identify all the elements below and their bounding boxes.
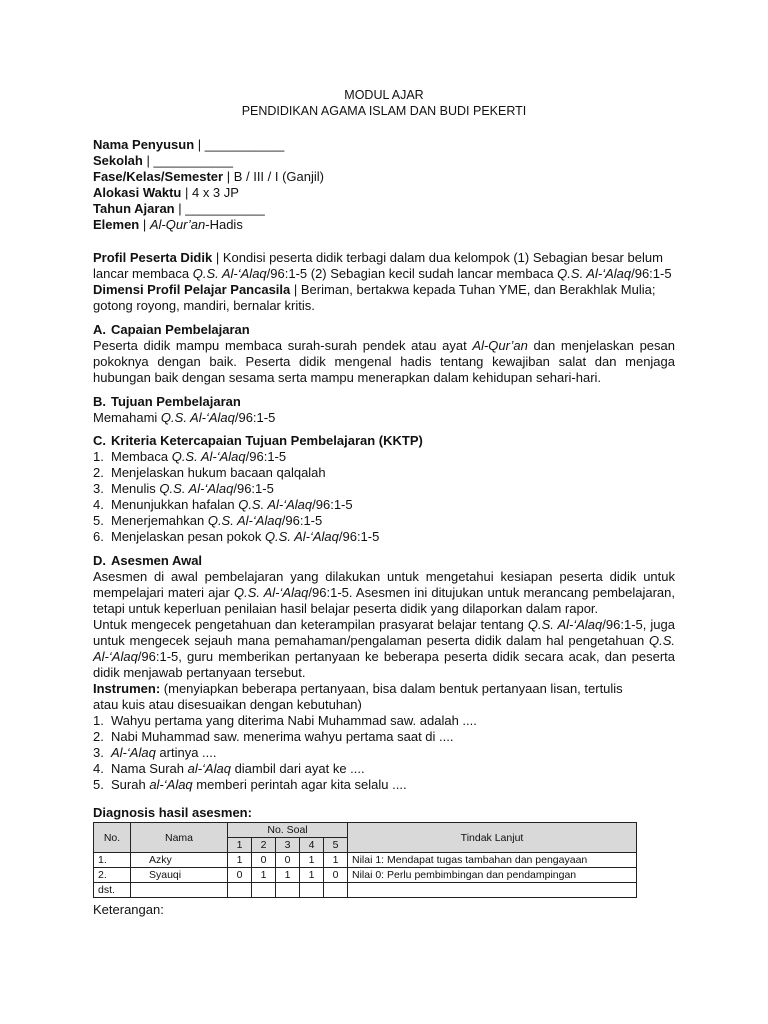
- cell-no: 1.: [94, 853, 131, 868]
- cell-score: [276, 883, 300, 898]
- col-tindak-header: Tindak Lanjut: [348, 823, 637, 853]
- cell-score: 0: [324, 868, 348, 883]
- item-text: Menunjukkan hafalan: [111, 497, 239, 512]
- dimensi-label: Dimensi Profil Pelajar Pancasila: [93, 282, 291, 297]
- document-title: MODUL AJAR: [344, 88, 424, 102]
- cell-score: 1: [252, 868, 276, 883]
- section-d-text: /96:1-5, guru memberikan pertanyaan ke beberapa peserta didik secara acak, dan peserta: [137, 649, 675, 664]
- section-title: Capaian Pembelajaran: [111, 322, 250, 337]
- identity-label: Nama Penyusun: [93, 137, 195, 152]
- cell-nama: [131, 883, 228, 898]
- ayat-ref: /96:1-5: [233, 481, 274, 496]
- ayat-ref: /96:1-5: [308, 585, 349, 600]
- section-d-text: mempelajari materi ajar: [93, 585, 234, 600]
- section-d-p2-line-3: [93, 649, 675, 665]
- section-title: Tujuan Pembelajaran: [111, 394, 241, 409]
- section-c-heading: [93, 433, 423, 449]
- profil-text: (2) Sebagian kecil sudah lancar membaca: [307, 266, 558, 281]
- section-d-p2-line-2: [93, 633, 675, 649]
- ayat-ref: /96:1-5: [338, 529, 380, 544]
- qs-ref: Q.S. Al-‘Alaq: [171, 449, 246, 464]
- section-title: Kriteria Ketercapaian Tujuan Pembelajaran (KKTP): [111, 433, 423, 448]
- cell-no: dst.: [94, 883, 131, 898]
- qs-ref: Q.S. Al-‘Alaq: [207, 513, 282, 528]
- section-letter: D.: [93, 553, 106, 568]
- question-item: [93, 745, 217, 761]
- identity-alokasi-waktu: [93, 185, 239, 201]
- table-header-row: [94, 823, 637, 838]
- soal-number: 1: [228, 838, 252, 853]
- identity-value: | B / III / I (Ganjil): [223, 169, 324, 184]
- item-number: 2.: [93, 729, 104, 744]
- ayat-ref: /96:1-5: [281, 513, 323, 528]
- item-number: 4.: [93, 761, 104, 776]
- qs-ref: Q.S. Al-‘Alaq: [557, 266, 632, 281]
- identity-label: Alokasi Waktu: [93, 185, 182, 200]
- section-d-p1-line-2: [93, 585, 675, 601]
- cell-score: 1: [276, 868, 300, 883]
- question-text: artinya ....: [155, 745, 217, 760]
- section-d-p2-line-4: didik menjawab pertanyaan tersebut.: [93, 665, 306, 680]
- item-number: 3.: [93, 745, 104, 760]
- question-text: Surah: [111, 777, 150, 792]
- instrumen-line-2: atau kuis atau disesuaikan dengan kebutuhan): [93, 697, 362, 712]
- instrumen-label: Instrumen:: [93, 681, 161, 696]
- section-d-p2-line-1: [93, 617, 675, 633]
- section-a-line-1: [93, 338, 675, 354]
- kktp-item: [93, 497, 353, 513]
- section-b-text: [93, 410, 275, 426]
- cell-score: 1: [300, 853, 324, 868]
- keterangan-label: Keterangan:: [93, 902, 164, 917]
- col-nama-header: Nama: [131, 823, 228, 853]
- qs-ref: Q.S. Al-‘Alaq: [159, 481, 234, 496]
- cell-score: 0: [228, 868, 252, 883]
- question-text: Nama Surah: [111, 761, 188, 776]
- soal-number: 4: [300, 838, 324, 853]
- cell-nama: Azky: [131, 853, 228, 868]
- dimensi-line-1: [93, 282, 655, 298]
- profil-text: lancar membaca: [93, 266, 193, 281]
- question-italic: al-‘Alaq: [187, 761, 231, 776]
- qs-ref: Al-‘Alaq: [93, 649, 138, 664]
- section-b-heading: [93, 394, 241, 410]
- profil-line-1: [93, 250, 663, 266]
- ayat-ref: /96:1-5: [245, 449, 287, 464]
- cell-score: [324, 883, 348, 898]
- cell-score: [228, 883, 252, 898]
- cell-score: [300, 883, 324, 898]
- identity-value: | 4 x 3 JP: [181, 185, 239, 200]
- kktp-item: [93, 465, 326, 481]
- identity-value: | ___________: [142, 153, 233, 168]
- section-b-text-pre: Memahami: [93, 410, 161, 425]
- section-d-text: untuk mengecek sejauh mana pemahaman/pengalaman peserta didik dalam hal pengetahuan: [93, 633, 649, 648]
- ayat-ref: /96:1-5: [234, 410, 276, 425]
- soal-number: 3: [276, 838, 300, 853]
- item-text: Menulis: [111, 481, 160, 496]
- section-title: Asesmen Awal: [111, 553, 203, 568]
- kktp-item: [93, 449, 286, 465]
- identity-value: | ___________: [194, 137, 285, 152]
- identity-label: Fase/Kelas/Semester: [93, 169, 224, 184]
- item-text: Menerjemahkan: [111, 513, 208, 528]
- table-row: [94, 883, 637, 898]
- section-a-text: Peserta didik mampu membaca surah-surah pendek atau ayat: [93, 338, 473, 353]
- kktp-item: [93, 513, 322, 529]
- diagnosis-table: [93, 822, 637, 898]
- question-item: [93, 777, 407, 793]
- question-italic: al-‘Alaq: [149, 777, 193, 792]
- ayat-ref: /96:1-5: [266, 266, 308, 281]
- question-text: Nabi Muhammad saw. menerima wahyu pertama saat di ....: [111, 729, 454, 744]
- identity-tahun-ajaran: [93, 201, 265, 217]
- item-text: Membaca: [111, 449, 172, 464]
- table-row: [94, 868, 637, 883]
- question-item: [93, 761, 365, 777]
- identity-value: -Hadis: [205, 217, 243, 232]
- cell-nama: Syauqi: [131, 868, 228, 883]
- kktp-item: [93, 529, 379, 545]
- ayat-ref: /96:1-5: [602, 617, 643, 632]
- col-no-header: No.: [94, 823, 131, 853]
- section-a-line-3: hubungan baik dengan sesama serta mampu menerapkan dalam kehidupan sehari-hari.: [93, 370, 602, 385]
- item-number: 2.: [93, 465, 104, 480]
- soal-number: 5: [324, 838, 348, 853]
- question-italic: Al-‘Alaq: [111, 745, 156, 760]
- section-a-heading: [93, 322, 250, 338]
- col-soal-header: No. Soal: [228, 823, 348, 838]
- section-d-heading: [93, 553, 202, 569]
- identity-value: | ___________: [174, 201, 265, 216]
- section-a-italic: Al-Qur’an: [472, 338, 528, 353]
- section-d-text: , juga: [642, 617, 675, 632]
- section-a-text: dan menjelaskan pesan: [527, 338, 675, 353]
- cell-score: 1: [324, 853, 348, 868]
- identity-fase-kelas: [93, 169, 324, 185]
- item-number: 4.: [93, 497, 104, 512]
- qs-ref: Q.S. Al-‘Alaq: [527, 617, 603, 632]
- item-number: 1.: [93, 713, 104, 728]
- question-item: [93, 713, 477, 729]
- dimensi-line-2: gotong royong, mandiri, bernalar kritis.: [93, 298, 315, 313]
- identity-value-italic: Al-Qur’an: [149, 217, 206, 232]
- profil-label: Profil Peserta Didik: [93, 250, 213, 265]
- instrumen-line-1: [93, 681, 623, 697]
- item-number: 5.: [93, 777, 104, 792]
- qs-ref: Q.S. Al-‘Alaq: [192, 266, 267, 281]
- question-text: Wahyu pertama yang diterima Nabi Muhammad saw. adalah ....: [111, 713, 477, 728]
- cell-no: 2.: [94, 868, 131, 883]
- qs-ref: Q.S. Al-‘Alaq: [238, 497, 313, 512]
- qs-ref: Q.S.: [648, 633, 675, 648]
- item-text: Menjelaskan hukum bacaan qalqalah: [111, 465, 326, 480]
- cell-tindak: Nilai 1: Mendapat tugas tambahan dan pengayaan: [348, 853, 637, 868]
- section-letter: A.: [93, 322, 106, 337]
- profil-text: | Kondisi peserta didik terbagi dalam dua kelompok (1) Sebagian besar belum: [212, 250, 663, 265]
- item-text: Menjelaskan pesan pokok: [111, 529, 265, 544]
- dimensi-text: | Beriman, bertakwa kepada Tuhan YME, dan Berakhlak Mulia;: [290, 282, 656, 297]
- document-subtitle: PENDIDIKAN AGAMA ISLAM DAN BUDI PEKERTI: [241, 104, 527, 118]
- section-d-text: . Asesmen ini ditujukan untuk merancang pembelajaran,: [348, 585, 675, 600]
- cell-score: 1: [300, 868, 324, 883]
- ayat-ref: /96:1-5: [631, 266, 672, 281]
- identity-elemen: [93, 217, 243, 233]
- section-letter: C.: [93, 433, 106, 448]
- section-d-p1-line-1: Asesmen di awal pembelajaran yang dilakukan untuk mengetahui kesiapan peserta didik untuk: [93, 569, 675, 584]
- diagnosis-heading: Diagnosis hasil asesmen:: [93, 805, 252, 820]
- question-text: diambil dari ayat ke ....: [230, 761, 365, 776]
- qs-ref: Q.S. Al-‘Alaq: [160, 410, 235, 425]
- item-number: 1.: [93, 449, 104, 464]
- cell-tindak: [348, 883, 637, 898]
- section-a-line-2: pokoknya dengan baik. Peserta didik mengenal hadis tentang kewajiban salat dan menjaga: [93, 354, 675, 369]
- identity-label: Tahun Ajaran: [93, 201, 175, 216]
- identity-sekolah: [93, 153, 233, 169]
- item-number: 3.: [93, 481, 104, 496]
- cell-score: 0: [252, 853, 276, 868]
- qs-ref: Q.S. Al-‘Alaq: [264, 529, 339, 544]
- soal-number: 2: [252, 838, 276, 853]
- identity-value: |: [139, 217, 150, 232]
- item-number: 5.: [93, 513, 104, 528]
- section-d-text: Untuk mengecek pengetahuan dan keterampilan prasyarat belajar tentang: [93, 617, 528, 632]
- qs-ref: Q.S. Al-‘Alaq: [233, 585, 309, 600]
- cell-tindak: Nilai 0: Perlu pembimbingan dan pendampingan: [348, 868, 637, 883]
- cell-score: [252, 883, 276, 898]
- instrumen-text: (menyiapkan beberapa pertanyaan, bisa dalam bentuk pertanyaan lisan, tertulis: [160, 681, 623, 696]
- identity-nama-penyusun: [93, 137, 284, 153]
- cell-score: 1: [228, 853, 252, 868]
- question-text: memberi perintah agar kita selalu ....: [192, 777, 407, 792]
- identity-label: Elemen: [93, 217, 140, 232]
- section-d-p1-line-3: tetapi untuk keperluan penilaian hasil belajar peserta didik yang dilaporkan dalam rapor.: [93, 601, 599, 616]
- kktp-item: [93, 481, 274, 497]
- table-row: [94, 853, 637, 868]
- profil-line-2: [93, 266, 672, 282]
- question-item: [93, 729, 453, 745]
- ayat-ref: /96:1-5: [312, 497, 353, 512]
- item-number: 6.: [93, 529, 104, 544]
- cell-score: 0: [276, 853, 300, 868]
- identity-label: Sekolah: [93, 153, 143, 168]
- section-letter: B.: [93, 394, 106, 409]
